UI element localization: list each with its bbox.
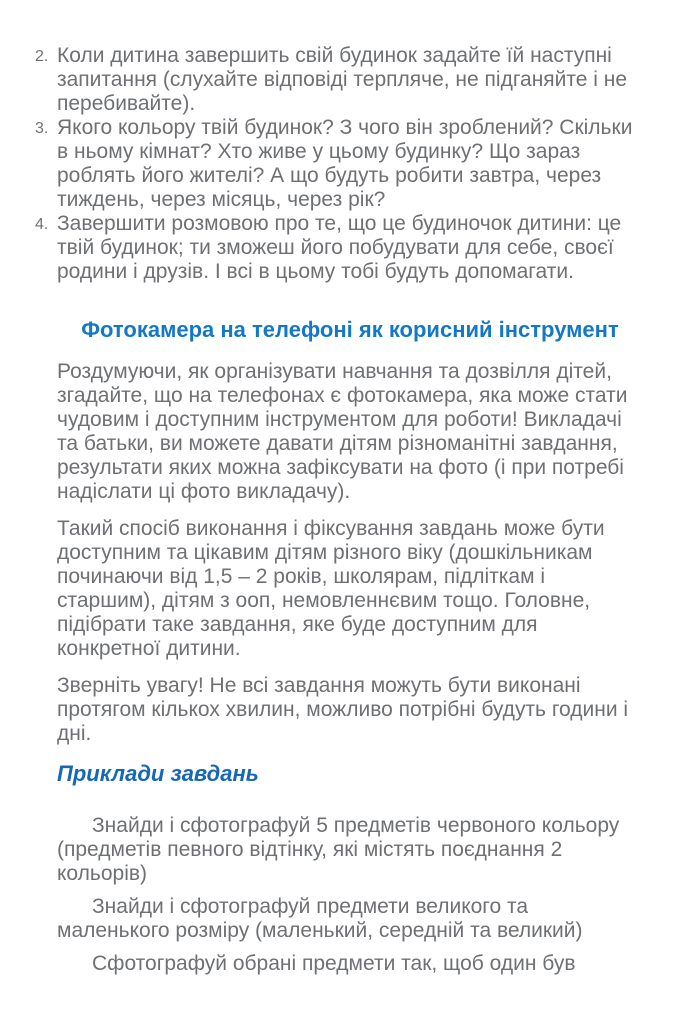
numbered-list bbox=[35, 44, 643, 284]
example-task: Знайди і сфотографуй предмети великого та маленького розміру (маленький, середній та великий) bbox=[57, 895, 583, 942]
paragraph: Такий спосіб виконання і фіксування завдань може бути доступним та цікавим дітям різного віку (дошкільникам починаючи від 1,5 – 2 років, школярам, підліткам і старшим), дітям з ооп, немовленнєвим тощо. Головне, підібрати таке завдання, яке буде доступним для конкретної дитини. bbox=[57, 517, 605, 660]
example-task: Сфотографуй обрані предмети так, щоб один був bbox=[92, 952, 576, 975]
list-item-number: 2. bbox=[35, 48, 49, 65]
examples-subheading: Приклади завдань bbox=[57, 761, 259, 786]
paragraph: Роздумуючи, як організувати навчання та дозвілля дітей, згадайте, що на телефонах є фотокамера, яка може стати чудовим і доступним інструментом для роботи! Викладачі та батьки, ви можете давати дітям різноманітні завдання, результати яких можна зафіксувати на фото (і при потребі надіслати ці фото викладачу). bbox=[57, 360, 628, 503]
paragraph: Зверніть увагу! Не всі завдання можуть бути виконані протягом кількох хвилин, можливо потрібні будуть години і дні. bbox=[57, 674, 629, 745]
section-heading: Фотокамера на телефоні як корисний інструмент bbox=[81, 317, 619, 342]
list-item bbox=[35, 116, 643, 212]
list-item-text: Завершити розмовою про те, що це будиночок дитини: це твій будинок; ти зможеш його побудувати для себе, своєї родини і друзів. І всі в цьому тобі будуть допомагати. bbox=[57, 212, 622, 283]
list-item bbox=[35, 212, 643, 284]
list-item-text: Коли дитина завершить свій будинок задайте їй наступні запитання (слухайте відповіді терпляче, не підганяйте і не перебивайте). bbox=[57, 44, 628, 115]
example-task: Знайди і сфотографуй 5 предметів червоного кольору (предметів певного відтінку, які містять поєднання 2 кольорів) bbox=[57, 814, 620, 885]
list-item-number: 3. bbox=[35, 120, 49, 137]
list-item-text: Якого кольору твій будинок? З чого він зроблений? Скільки в ньому кімнат? Хто живе у цьому будинку? Що зараз роблять його жителі? А що будуть робити завтра, через тиждень, через місяць, через рік? bbox=[57, 116, 633, 211]
list-item bbox=[35, 44, 643, 116]
list-item-number: 4. bbox=[35, 216, 49, 233]
